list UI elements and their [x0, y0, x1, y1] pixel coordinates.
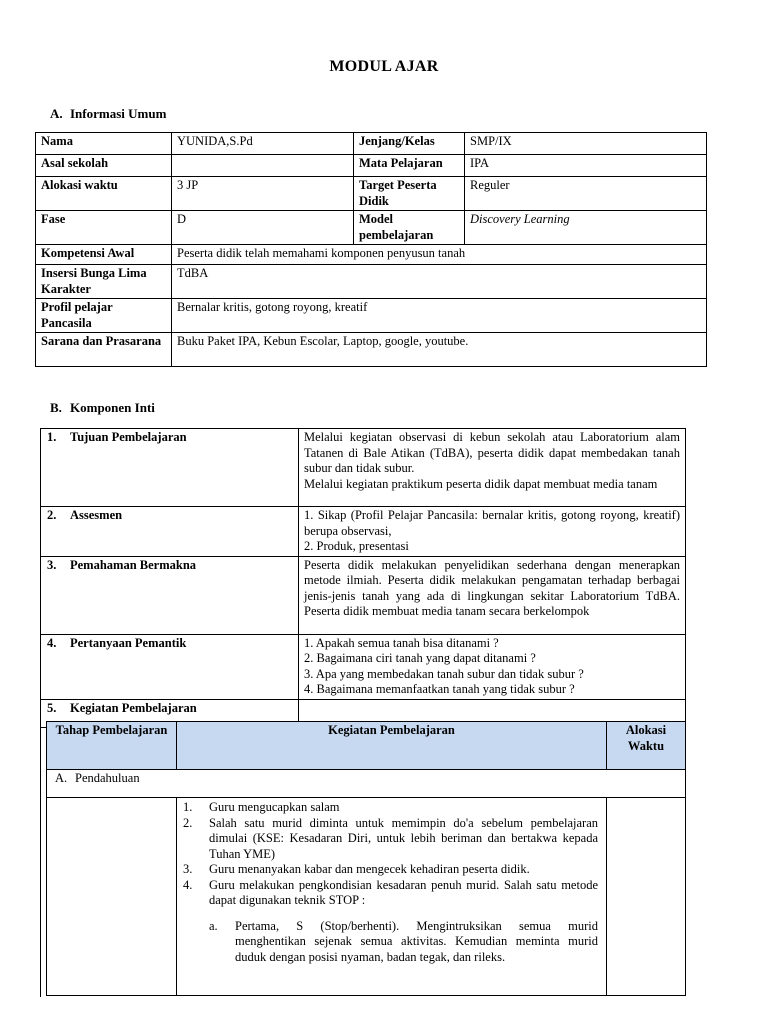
- pemantik-line-3: 3. Apa yang membedakan tanah subur dan tidak subur ?: [304, 666, 584, 681]
- assesmen-value-cell: [299, 507, 686, 557]
- list-item: [183, 800, 598, 816]
- asal-sekolah-label: Asal sekolah: [36, 155, 172, 177]
- table-row: [41, 429, 686, 507]
- model-value: Discovery Learning: [465, 211, 707, 245]
- nama-label: Nama: [36, 133, 172, 155]
- table-row: [41, 507, 686, 557]
- col-alokasi-header: Alokasi Waktu: [607, 722, 686, 770]
- tujuan-label: Tujuan Pembelajaran: [70, 430, 187, 444]
- pemahaman-num: 3.: [47, 557, 57, 572]
- profil-value: Bernalar kritis, gotong royong, kreatif: [172, 299, 707, 333]
- kompetensi-value: Peserta didik telah memahami komponen penyusun tanah: [172, 245, 707, 265]
- asal-sekolah-value: [172, 155, 354, 177]
- list-item: [183, 816, 598, 863]
- section-a-title: Informasi Umum: [70, 106, 167, 121]
- alokasi-label: Alokasi waktu: [36, 177, 172, 211]
- pendahuluan-row: [47, 770, 686, 798]
- pemantik-label-cell: [41, 634, 299, 699]
- tujuan-value-cell: [299, 429, 686, 507]
- document-title: MODUL AJAR: [329, 58, 439, 75]
- fase-label: Fase: [36, 211, 172, 245]
- alokasi-value: 3 JP: [172, 177, 354, 211]
- nama-value: YUNIDA,S.Pd: [172, 133, 354, 155]
- pemantik-label: Pertanyaan Pemantik: [70, 635, 187, 650]
- pemantik-value-cell: [299, 634, 686, 699]
- list-item: [183, 862, 598, 878]
- assesmen-num: 2.: [47, 508, 57, 522]
- jenjang-value: SMP/IX: [465, 133, 707, 155]
- tahap-cell: [47, 798, 177, 996]
- pendahuluan-letter: A.: [55, 771, 68, 785]
- step-3-text: Guru menanyakan kabar dan mengecek kehadiran peserta didik.: [209, 862, 530, 876]
- kegiatan-label: Kegiatan Pembelajaran: [70, 700, 197, 715]
- assesmen-line-1: 1. Sikap (Profil Pelajar Pancasila: bernalar kritis, gotong royong, kreatif) berupa observasi,: [304, 508, 680, 538]
- sub-step-a-letter: a.: [209, 918, 218, 933]
- pemantik-line-4: 4. Bagaimana memanfaatkan tanah yang tidak subur ?: [304, 682, 575, 696]
- step-4-text: Guru melakukan pengkondisian kesadaran penuh murid. Salah satu metode dapat digunakan teknik STOP :: [209, 877, 598, 907]
- step-2-num: 2.: [183, 815, 193, 830]
- mapel-value: IPA: [465, 155, 707, 177]
- step-3-num: 3.: [183, 862, 193, 876]
- section-a-letter: A.: [50, 106, 63, 121]
- kegiatan-num: 5.: [47, 700, 57, 715]
- step-4-num: 4.: [183, 877, 193, 892]
- col-tahap-header: Tahap Pembelajaran: [47, 722, 177, 770]
- pemantik-line-1: 1. Apakah semua tanah bisa ditanami ?: [304, 635, 499, 650]
- step-2-text: Salah satu murid diminta untuk memimpin do'a sebelum pembelajaran dimulai (KSE: Kesadaran Diri, untuk lebih beriman dan bertakwa kepada Tuhan YME): [209, 815, 598, 861]
- kegiatan-steps-cell: [177, 798, 607, 996]
- tujuan-label-cell: [41, 429, 299, 507]
- assesmen-label: Assesmen: [70, 508, 123, 522]
- kegiatan-pembelajaran-table: [46, 721, 686, 996]
- mapel-label: Mata Pelajaran: [354, 155, 465, 177]
- fase-value: D: [172, 211, 354, 245]
- kegiatan-steps-list: [183, 800, 598, 909]
- sub-step-a-text: Pertama, S (Stop/berhenti). Mengintruksikan semua murid menghentikan sejenak semua aktivitas. Kemudian meminta murid duduk dengan posisi nyaman, badan tegak, dan rileks.: [235, 918, 598, 964]
- pendahuluan-label: Pendahuluan: [75, 771, 140, 785]
- pemahaman-line-1: Peserta didik melakukan penyelidikan sederhana dengan menerapkan metode ilmiah. Peserta didik melakukan pengamatan terhadap berbagai jenis-jenis tanah yang ada di lingkungan sekitar Laboratorium TdBA. Peserta didik membuat media tanam secara berkelompok: [304, 557, 680, 618]
- kompetensi-label: Kompetensi Awal: [36, 245, 172, 265]
- section-b-title: Komponen Inti: [70, 400, 155, 415]
- jenjang-label: Jenjang/Kelas: [354, 133, 465, 155]
- sarana-value: Buku Paket IPA, Kebun Escolar, Laptop, google, youtube.: [172, 333, 707, 367]
- target-value: Reguler: [465, 177, 707, 211]
- kegiatan-steps-clip: [183, 800, 598, 994]
- target-label: Target Peserta Didik: [354, 177, 465, 211]
- insersi-value: TdBA: [172, 265, 707, 299]
- assesmen-line-2: 2. Produk, presentasi: [304, 539, 409, 553]
- list-item: [183, 878, 598, 909]
- col-kegiatan-header: Kegiatan Pembelajaran: [177, 722, 607, 770]
- pemahaman-label: Pemahaman Bermakna: [70, 557, 197, 572]
- pemahaman-label-cell: [41, 556, 299, 634]
- table-row: [41, 556, 686, 634]
- informasi-umum-table: [35, 132, 707, 367]
- profil-label: Profil pelajar Pancasila: [36, 299, 172, 333]
- tujuan-num: 1.: [47, 430, 57, 444]
- tujuan-line-1: Melalui kegiatan observasi di kebun sekolah atau Laboratorium alam Tatanen di Bale Atikan (TdBA), peserta didik dapat membedakan tanah subur dan tidak subur.: [304, 430, 680, 475]
- pemantik-num: 4.: [47, 635, 57, 650]
- assesmen-label-cell: [41, 507, 299, 557]
- komponen-inti-table: [40, 428, 686, 728]
- tujuan-line-2: Melalui kegiatan praktikum peserta didik dapat membuat media tanam: [304, 476, 658, 491]
- alokasi-cell: [607, 798, 686, 996]
- pemantik-line-2: 2. Bagaimana ciri tanah yang dapat ditanami ?: [304, 651, 536, 665]
- table-row: [41, 634, 686, 699]
- pemahaman-value-cell: [299, 556, 686, 634]
- sarana-label: Sarana dan Prasarana: [36, 333, 172, 367]
- step-1-num: 1.: [183, 800, 193, 814]
- insersi-label: Insersi Bunga Lima Karakter: [36, 265, 172, 299]
- step-1-text: Guru mengucapkan salam: [209, 800, 340, 814]
- model-label: Model pembelajaran: [354, 211, 465, 245]
- section-a-heading: [50, 106, 166, 122]
- section-b-letter: B.: [50, 400, 62, 415]
- sub-step-a: [183, 919, 598, 966]
- section-b-heading: [50, 400, 155, 416]
